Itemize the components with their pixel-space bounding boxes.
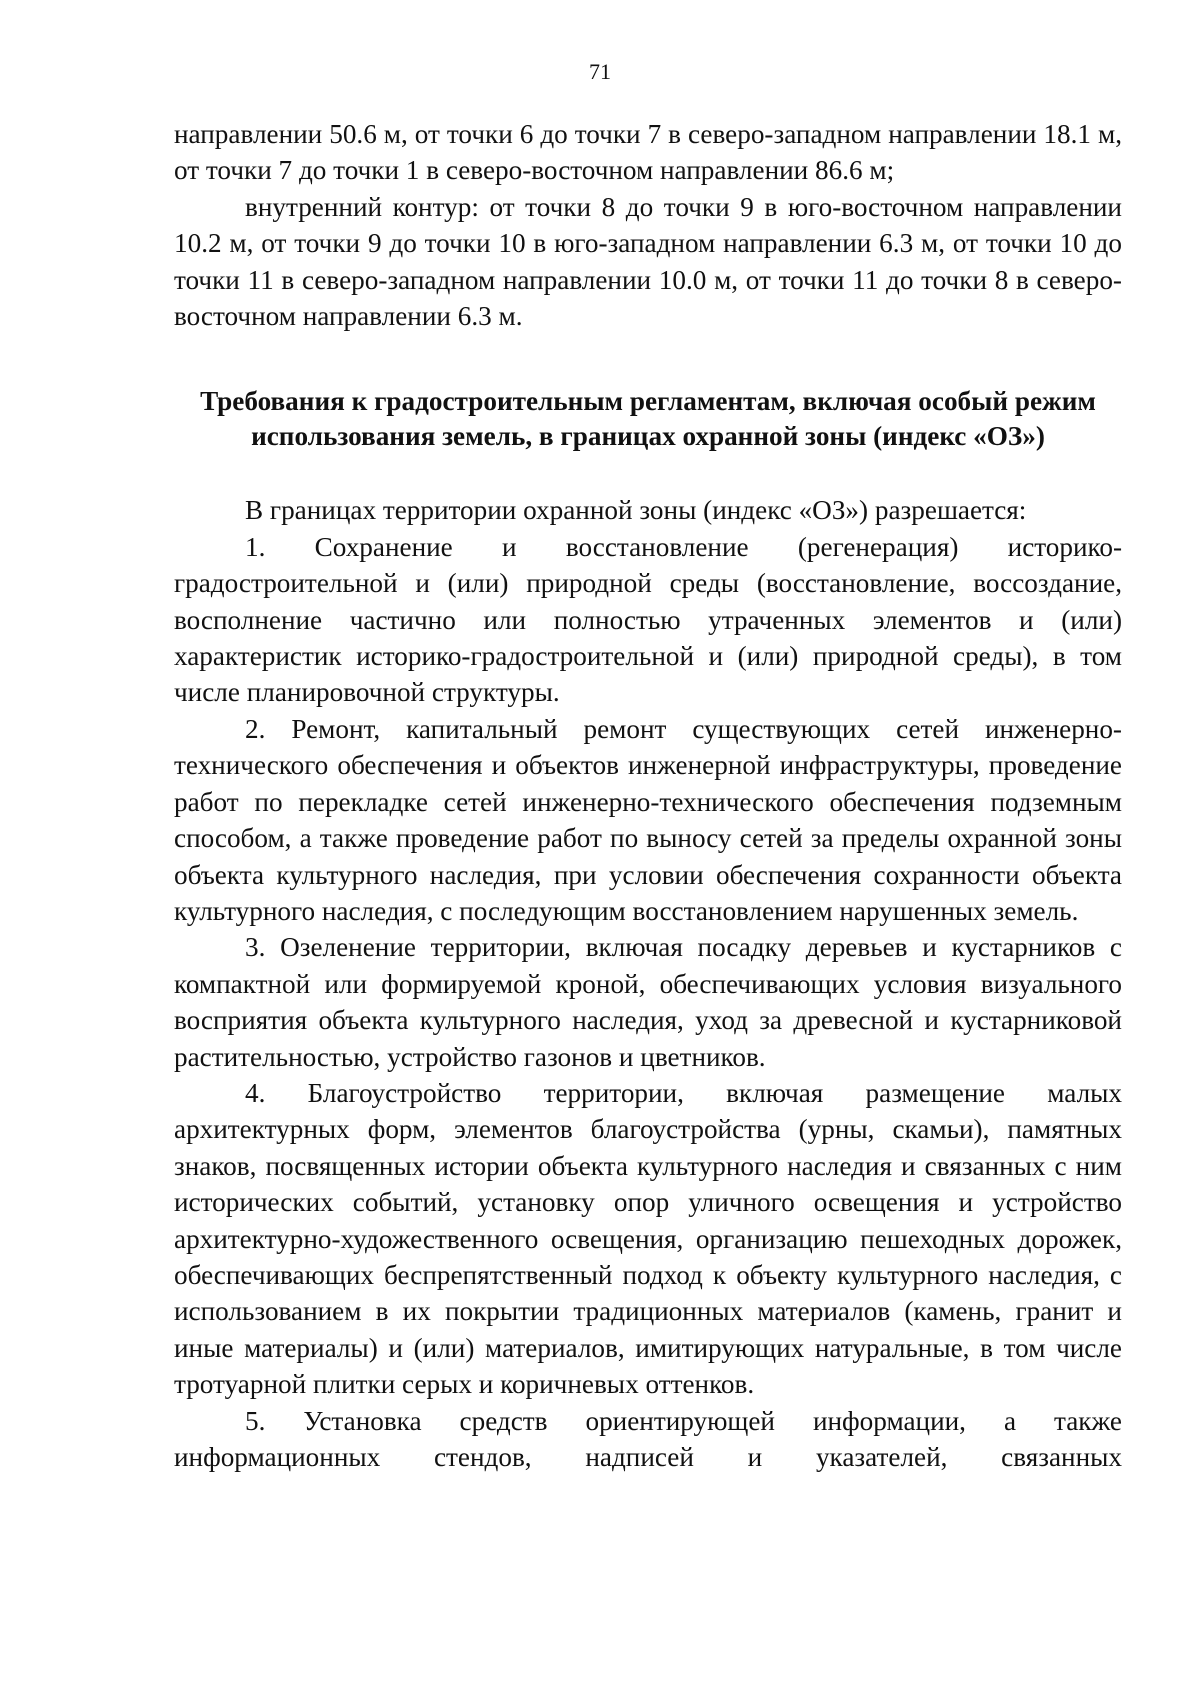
section-heading [174,384,1122,454]
paragraph-continuation: направлении 50.6 м, от точки 6 до точки 7 в северо-западном направлении 18.1 м, от точки 7 до точки 1 в северо-восточном направлении 86.6 м; [174,119,1122,186]
list-item-5: 5. Установка средств ориентирующей информации, а также информационных стендов, надписей и указателей, связанных [174,1405,1122,1472]
document-body [174,116,1122,1475]
list-item-2: 2. Ремонт, капитальный ремонт существующих сетей инженерно-технического обеспечения и объектов инженерной инфраструктуры, проведение работ по перекладке сетей инженерно-технического обеспечения подземным способом, а также проведение работ по выносу сетей за пределы охранной зоны объекта культурного наследия, при условии обеспечения сохранности объекта культурного наследия, с последующим восстановлением нарушенных земель. [174,713,1122,926]
list-item-3: 3. Озеленение территории, включая посадку деревьев и кустарников с компактной или формируемой кроной, обеспечивающих условия визуального восприятия объекта культурного наследия, уход за древесной и кустарниковой растительностью, устройство газонов и цветников. [174,932,1122,1072]
list-item-1: 1. Сохранение и восстановление (регенерация) историко-градостроительной и (или) природной среды (восстановление, воссоздание, восполнение частично или полностью утраченных элементов и (или) характеристик историко-градостроительной и (или) природной среды), в том числе планировочной структуры. [174,531,1122,708]
paragraph-inner-contour: внутренний контур: от точки 8 до точки 9 в юго-восточном направлении 10.2 м, от точки 9 до точки 10 в юго-западном направлении 6.3 м, от точки 10 до точки 11 в северо-западном направлении 10.0 м, от точки 11 до точки 8 в северо-восточном направлении 6.3 м. [174,191,1122,332]
paragraph-intro: В границах территории охранной зоны (индекс «ОЗ») разрешается: [245,495,1027,526]
section-heading-line-1: Требования к градостроительным регламентам, включая особый режим [200,386,1096,417]
section-heading-line-2: использования земель, в границах охранной зоны (индекс «ОЗ») [251,421,1045,452]
list-item-4: 4. Благоустройство территории, включая размещение малых архитектурных форм, элементов благоустройства (урны, скамьи), памятных знаков, посвященных истории объекта культурного наследия и связанных с ним исторических событий, установку опор уличного освещения и устройство архитектурно-художественного освещения, организацию пешеходных дорожек, обеспечивающих беспрепятственный подход к объекту культурного наследия, с использованием в их покрытии традиционных материалов (камень, гранит и иные материалы) и (или) материалов, имитирующих натуральные, в том числе тротуарной плитки серых и коричневых оттенков. [174,1077,1122,1400]
page-number: 71 [589,59,611,84]
